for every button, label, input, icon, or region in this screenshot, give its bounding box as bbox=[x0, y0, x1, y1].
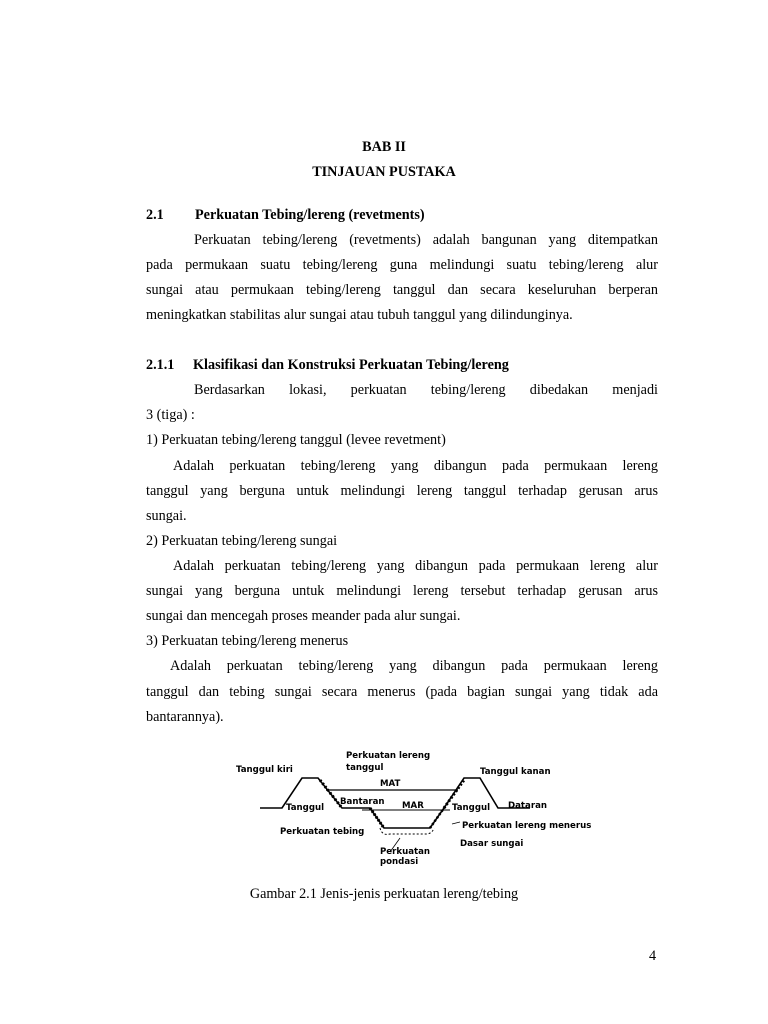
list-item-line: Adalah perkuatan tebing/lereng yang dibangun pada permukaan lereng bbox=[173, 458, 658, 474]
paragraph-line: sungai atau permukaan tebing/lereng tanggul dan secara keseluruhan berperan bbox=[146, 282, 658, 298]
list-item-line: sungai yang berguna untuk melindungi lereng tersebut terhadap gerusan arus bbox=[146, 583, 658, 599]
subsection-heading: Klasifikasi dan Konstruksi Perkuatan Tebing/lereng bbox=[193, 357, 509, 373]
chapter-title: TINJAUAN PUSTAKA bbox=[312, 164, 456, 180]
label-perkuatan-pondasi: Perkuatan bbox=[380, 847, 431, 857]
diagram-svg bbox=[230, 742, 600, 872]
label-tanggul-right: Tanggul bbox=[452, 803, 491, 813]
section-heading: Perkuatan Tebing/lereng (revetments) bbox=[195, 207, 425, 223]
list-item-line: tanggul yang berguna untuk melindungi lereng tanggul terhadap gerusan arus bbox=[146, 483, 658, 499]
list-item-line: tanggul dan tebing sungai secara menerus (pada bagian sungai yang tidak ada bbox=[146, 684, 658, 700]
label-perkuatan-lereng-tanggul: Perkuatan lereng bbox=[346, 751, 431, 761]
label-bantaran: Bantaran bbox=[340, 797, 385, 807]
section-number: 2.1 bbox=[146, 207, 164, 223]
label-tanggul-left: Tanggul bbox=[286, 803, 325, 813]
list-item-line: sungai. bbox=[146, 508, 187, 524]
list-item-label: 2) Perkuatan tebing/lereng sungai bbox=[146, 533, 338, 549]
label-mat: MAT bbox=[380, 779, 401, 789]
list-item-line: Adalah perkuatan tebing/lereng yang dibangun pada permukaan lereng bbox=[170, 658, 658, 674]
label-perkuatan-lereng-tanggul-2: tanggul bbox=[346, 763, 384, 773]
paragraph-line: Berdasarkan lokasi, perkuatan tebing/lereng dibedakan menjadi bbox=[194, 382, 658, 398]
label-tanggul-kiri: Tanggul kiri bbox=[236, 765, 293, 775]
paragraph-line: 3 (tiga) : bbox=[146, 407, 195, 423]
label-dasar-sungai: Dasar sungai bbox=[460, 839, 524, 849]
list-item-label: 1) Perkuatan tebing/lereng tanggul (levee revetment) bbox=[146, 432, 446, 448]
list-item-line: Adalah perkuatan tebing/lereng yang dibangun pada permukaan lereng alur bbox=[173, 558, 658, 574]
list-item-line: sungai dan mencegah proses meander pada alur sungai. bbox=[146, 608, 461, 624]
list-item-line: bantarannya). bbox=[146, 709, 224, 725]
label-mar: MAR bbox=[402, 801, 424, 811]
list-item-label: 3) Perkuatan tebing/lereng menerus bbox=[146, 633, 349, 649]
label-perkuatan-lereng-menerus: Perkuatan lereng menerus bbox=[462, 821, 592, 831]
paragraph-line: Perkuatan tebing/lereng (revetments) adalah bangunan yang ditempatkan bbox=[194, 232, 658, 248]
label-perkuatan-tebing: Perkuatan tebing bbox=[280, 827, 365, 837]
figure-caption: Gambar 2.1 Jenis-jenis perkuatan lereng/tebing bbox=[249, 886, 519, 902]
paragraph-line: pada permukaan suatu tebing/lereng guna melindungi suatu tebing/lereng alur bbox=[146, 257, 658, 273]
paragraph-line: meningkatkan stabilitas alur sungai atau tubuh tanggul yang dilindunginya. bbox=[146, 307, 573, 323]
label-perkuatan-pondasi-2: pondasi bbox=[380, 857, 419, 867]
page-number: 4 bbox=[649, 948, 657, 964]
foundation-protection bbox=[380, 828, 434, 834]
subsection-number: 2.1.1 bbox=[146, 357, 175, 373]
leader-line bbox=[452, 822, 460, 824]
label-tanggul-kanan: Tanggul kanan bbox=[480, 767, 551, 777]
label-dataran: Dataran bbox=[508, 801, 547, 811]
chapter-number: BAB II bbox=[362, 139, 406, 155]
river-revetment-diagram bbox=[230, 742, 600, 872]
